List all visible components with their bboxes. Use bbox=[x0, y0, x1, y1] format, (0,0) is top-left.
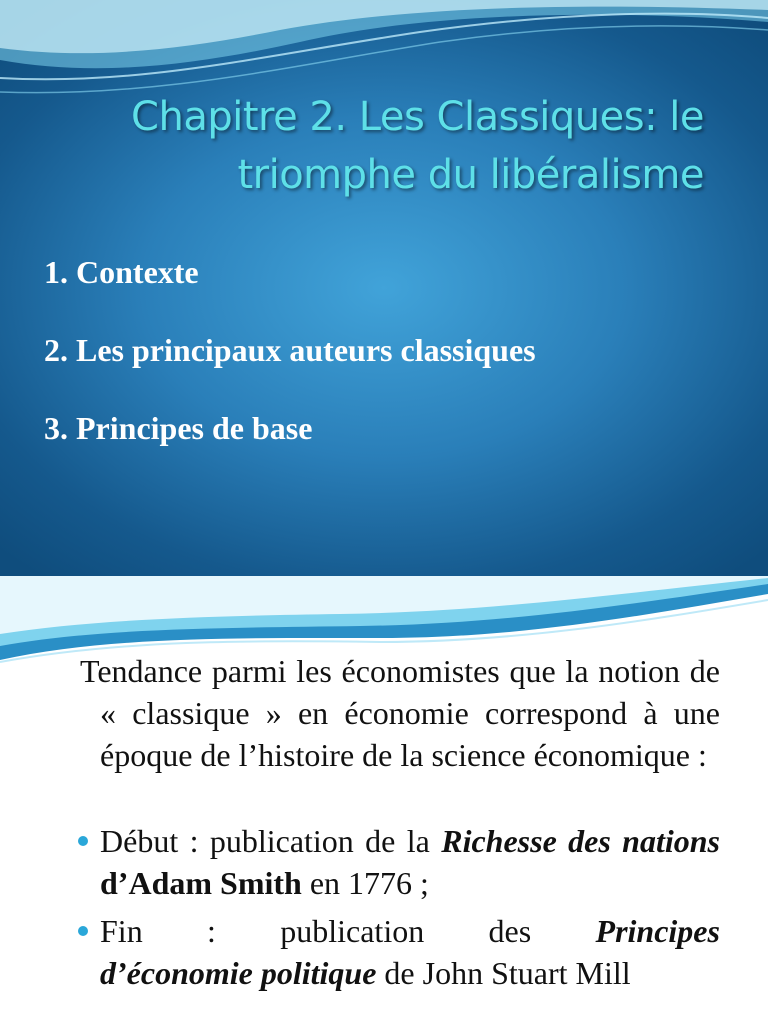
book-title-economie: d’économie politique bbox=[100, 955, 377, 991]
book-title-richesse: Richesse des nations bbox=[441, 823, 721, 859]
bullet-icon bbox=[78, 836, 88, 846]
slide-body bbox=[80, 650, 720, 1000]
bullet-fin-word: publication bbox=[280, 913, 425, 949]
author-smith: d’Adam Smith bbox=[100, 865, 302, 901]
bullet-fin-colon: : bbox=[207, 913, 216, 949]
bullet-list bbox=[80, 820, 720, 994]
bullet-debut-start: Début : publication de la bbox=[100, 823, 442, 859]
outline-item-principes: 3. Principes de base bbox=[44, 410, 313, 446]
intro-paragraph: Tendance parmi les économistes que la notion de « classique » en économie correspond à une époque de l’histoire de la science économique : bbox=[80, 653, 720, 773]
slide-title: Chapitre 2. Les Classiques: le triomphe du libéralisme bbox=[131, 94, 704, 198]
outline-item-auteurs: 2. Les principaux auteurs classiques bbox=[44, 332, 536, 368]
bullet-debut bbox=[80, 820, 720, 904]
bullet-fin-line2 bbox=[100, 952, 720, 994]
bullet-fin-label: Fin bbox=[100, 913, 143, 949]
bullet-fin bbox=[80, 910, 720, 994]
bullet-icon bbox=[78, 926, 88, 936]
outline-item-contexte: 1. Contexte bbox=[44, 254, 199, 290]
book-title-principes: Principes bbox=[595, 913, 720, 949]
slide-2 bbox=[0, 576, 768, 1024]
outline-list bbox=[44, 252, 536, 486]
bullet-debut-end: en 1776 ; bbox=[301, 865, 429, 901]
bullet-fin-des: des bbox=[488, 913, 532, 949]
bullet-fin-line1 bbox=[100, 910, 720, 952]
author-mill: de John Stuart Mill bbox=[376, 955, 631, 991]
